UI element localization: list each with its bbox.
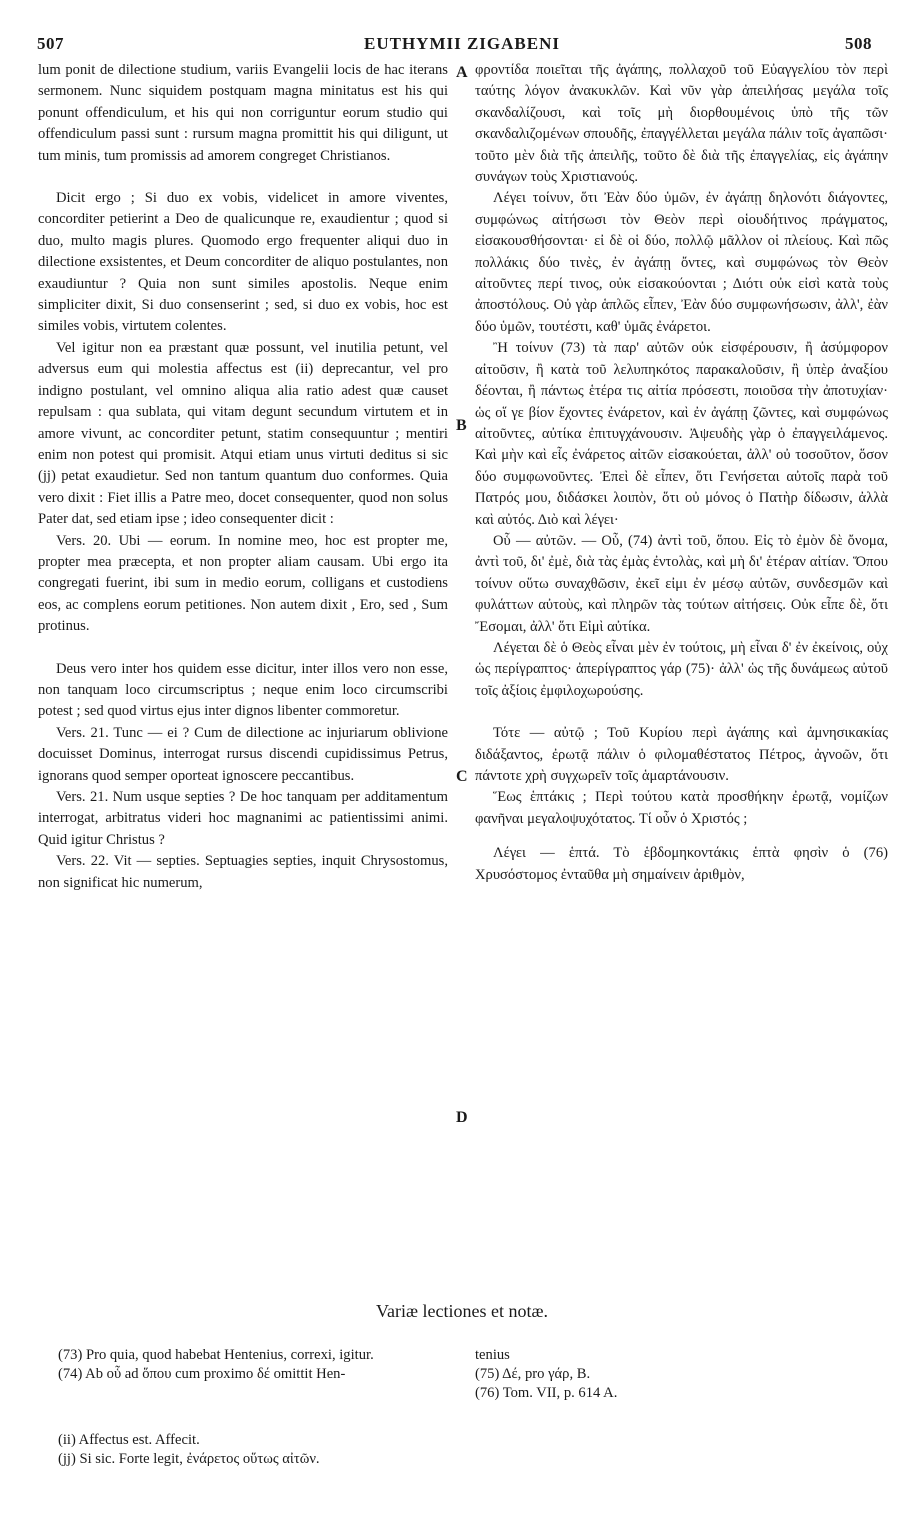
greek-paragraph: Ἕως ἑπτάκις ; Περὶ τούτου κατὰ προσθήκην ἐρωτᾷ, νομίζων φανῆναι μεγαλοψυχότατος. Τί οὖν ὁ Χριστός ; xyxy=(475,789,888,827)
notes-right-column xyxy=(475,1346,875,1403)
note-entry: (75) Δέ, pro γάρ, B. xyxy=(475,1366,591,1382)
notes-bottom xyxy=(58,1431,658,1469)
latin-paragraph: Vers. 21. Tunc — ei ? Cum de dilectione ac injuriarum oblivione docuisset Dominus, interrogat rursus discendi cupidissimus Petrus, ignorans quod semper oporteat ignoscere peccantibus. xyxy=(38,724,448,784)
greek-paragraph: Οὗ — αὐτῶν. — Οὗ, (74) ἀντὶ τοῦ, ὅπου. Εἰς τὸ ἐμὸν δὲ ὄνομα, ἀντὶ τοῦ, δι' ἐμὲ, διὰ τὰς ἐμὰς ἐντολὰς, καὶ μὴ δι' ἑτέραν αἰτίαν. Ὅπου τοίνυν οὕτω συναχθῶσιν, ἐκεῖ εἰμι ἐν μέσῳ αὐτῶν, συνδεσμῶν καὶ φυλάττων αὐτοὺς, καὶ πληρῶν τὰς τούτων αἰτήσεις. Οὐκ εἶπε δὲ, ὅτι Ἔσομαι, ἀλλ' ὅτι Εἰμὶ αὐτίκα. xyxy=(475,532,888,635)
latin-paragraph: Dicit ergo ; Si duo ex vobis, videlicet in amore viventes, concorditer petierint a Deo de qualicunque re, exaudientur ; quod si duo, multo magis plures. Quomodo ergo frequenter aliqui duo in dilectione exsistentes, et Deum concorditer de aliquo postulantes, non exaudiuntur ? Quia non sunt similes apostolis. Neque enim simpliciter dixit, Si duo consenserint ; sed, si duo ex vobis, hoc est similes vobis, virtutem colentes. xyxy=(38,190,448,335)
right-page-number: 508 xyxy=(845,34,872,53)
section-marker-a: A xyxy=(456,64,468,81)
latin-paragraph: Vers. 21. Num usque septies ? De hoc tanquam per additamentum interrogat, arbitratus videri hoc magnanimi ac patientissimi animi. Quid igitur Christus ? xyxy=(38,789,448,848)
note-entry: (jj) Si sic. Forte legit, ἐνάρετος οὕτως αἰτῶν. xyxy=(58,1451,320,1467)
latin-paragraph: Vers. 20. Ubi — eorum. In nomine meo, hoc est propter me, propter mea præcepta, et non propter aliam causam. Ubi ergo ita congregati fuerint, ibi sum in medio eorum, colligans et custodiens eos, ac complens eorum petitiones. Non autem dixit , Ero, sed , Sum protinus. xyxy=(38,532,448,635)
greek-column xyxy=(475,60,888,886)
section-marker-c: C xyxy=(456,768,468,785)
left-page-number: 507 xyxy=(37,34,64,53)
latin-paragraph: Vel igitur non ea præstant quæ possunt, vel inutilia petunt, vel adversus eum qui molestia affectus est (ii) deprecantur, vel pro indigno postulant, vel omnino aliqua alia ratio adest quæ causet repulsam : qua sublata, qui vitam degunt secundum virtutem et in amore vivunt, ac concorditer petunt, statim consequuntur ; mentiri enim non potest qui promisit. Atqui etiam unus virtuti deditus si sic (jj) petat exaudietur. Sed non tantum quantum duo conformes. Quia vero dixit : Fiet illis a Patre meo, docet consequenter, quod non solus Pater dat, sed etiam ipse ; ideo consequenter dicit : xyxy=(38,339,448,528)
note-entry: (74) Ab οὗ ad ὅπου cum proximo δέ omittit Hen- xyxy=(58,1366,346,1382)
greek-paragraph: Λέγει τοίνυν, ὅτι Ἐὰν δύο ὑμῶν, ἐν ἀγάπῃ δηλονότι διάγοντες, συμφώνως αἰτήσωσι τὸν Θεὸν περὶ οἱουδήτινος πράγματος, εἰσακουσθήσονται· εἰ δὲ οἱ δύο, πολλῷ μᾶλλον οἱ πλείους. Καὶ πῶς πολλάκις δύο τινὲς, ἐν ἀγάπῃ ὄντες, καὶ συμφώνως τὸν Θεὸν αἰτοῦντες περί τινος, οὐκ εἰσακούονται ; Διότι οὐκ εἰσὶ κατὰ τοὺς ἀποστόλους. Οὐ γὰρ ἁπλῶς εἶπεν, Ἐὰν δύο συμφωνήσωσιν, ἀλλ', ἐὰν δύο ὑμῶν, τουτέστι, καθ' ὑμᾶς ἐνάρετοι. xyxy=(475,190,888,335)
notes-heading: Variæ lectiones et notæ. xyxy=(376,1301,548,1321)
section-marker-d: D xyxy=(456,1109,468,1126)
note-entry: (ii) Affectus est. Affecit. xyxy=(58,1432,200,1448)
greek-paragraph: Τότε — αὐτῷ ; Τοῦ Κυρίου περὶ ἀγάπης καὶ ἀμνησικακίας διδάξαντος, ἐρωτᾷ πάλιν ὁ φιλομαθέστατος Πέτρος, ἀγνοῶν, ὅτι πάντοτε χρὴ συγχωρεῖν τοῖς ἁμαρτάνουσιν. xyxy=(475,725,888,784)
running-title: EUTHYMII ZIGABENI xyxy=(363,34,560,53)
greek-paragraph: φροντίδα ποιεῖται τῆς ἀγάπης, πολλαχοῦ τοῦ Εὐαγγελίου τὸν περὶ ταύτης λόγον ἀνακυκλῶν. Καὶ νῦν γὰρ ἀπειλήσας μεγάλα τοῖς σκανδαλίζουσι, καὶ τοῖς μὴ διορθουμένοις ὑπὸ τῆς τῶν σκανδαλιζομένων σπουδῆς, ἐπαγγέλλεται μεγάλα πάλιν τοῖς ἀγαπῶσι· τοῦτο μὲν διὰ τῆς ἀπειλῆς, τοῦτο δὲ διὰ τῆς ἐπαγγελίας, εἰς ἀγάπην συνάγων τοὺς Χριστιανούς. xyxy=(475,62,888,186)
note-entry: (76) Tom. VII, p. 614 A. xyxy=(475,1385,618,1401)
section-marker-b: B xyxy=(456,417,467,434)
notes-left-column xyxy=(58,1346,468,1384)
latin-paragraph: lum ponit de dilectione studium, variis Evangelii locis de hac iterans sermonem. Nunc siquidem postquam magna minitatus est his qui ponunt offendiculum, et his qui non corriguntur eorum studio qui offendiculum passi sunt : rursum magna promittit his qui diligunt, ut tum minis, tum promissis ad amorem congreget Christianos. xyxy=(38,62,448,164)
greek-paragraph: Ἢ τοίνυν (73) τὰ παρ' αὐτῶν οὐκ εἰσφέρουσιν, ἢ ἀσύμφορον αἰτοῦσιν, ἢ κατὰ τοῦ λελυπηκότος παρακαλοῦσιν, ἢ ὑπὲρ ἀναξίου δέονται, ἢ πάντως ἑτέρα τις αἰτία πρόσεστι, ποιοῦσα τὴν ἀποτυχίαν· ὡς οἵ γε βίον ἔχοντες ἐνάρετον, καὶ ἐν ἀγάπῃ ζῶντες, καὶ συμφώνως αἰτοῦντες, αὐτίκα ἐπιτυγχάνουσιν. Ἀψευδὴς γὰρ ὁ ἐπαγγειλάμενος. Καὶ μὴν καὶ εἷς ἐνάρετος αἰτῶν εἰσακούεται, ἀλλ' οὐ τοσοῦτον, ὅσον δύο συμφωνοῦντες. Ἐπεὶ δὲ εἶπεν, ὅτι Γενήσεται αὐτοῖς παρὰ τοῦ Πατρός μου, διδάσκει λοιπὸν, ὅτι οὐ μόνος ὁ Πατὴρ δίδωσιν, ἀλλὰ καὶ αὐτός. Διὸ καὶ λέγει· xyxy=(475,340,888,528)
latin-column xyxy=(38,60,448,894)
note-entry: (73) Pro quia, quod habebat Hentenius, correxi, igitur. xyxy=(58,1347,374,1363)
latin-paragraph: Deus vero inter hos quidem esse dicitur, inter illos vero non esse, non tanquam loco circumscriptus ; neque enim loco circumscribi potest ; sed quod virtus ejus inter dignos libenter commoretur. xyxy=(38,660,448,720)
note-entry: tenius xyxy=(475,1347,510,1363)
greek-paragraph: Λέγει — ἑπτά. Τὸ ἑβδομηκοντάκις ἑπτὰ φησὶν ὁ (76) Χρυσόστομος ἐνταῦθα μὴ σημαίνειν ἀριθμὸν, xyxy=(475,845,888,883)
greek-paragraph: Λέγεται δὲ ὁ Θεὸς εἶναι μὲν ἐν τούτοις, μὴ εἶναι δ' ἐν ἐκείνοις, οὐχ ὡς περίγραπτος· ἀπερίγραπτος γάρ (75)· ἀλλ' ὡς τῆς δυνάμεως αὐτοῦ τοῖς ἀξίοις ἐμφιλοχωρούσης. xyxy=(475,639,888,699)
latin-paragraph: Vers. 22. Vit — septies. Septuagies septies, inquit Chrysostomus, non significat hic numerum, xyxy=(38,853,448,891)
